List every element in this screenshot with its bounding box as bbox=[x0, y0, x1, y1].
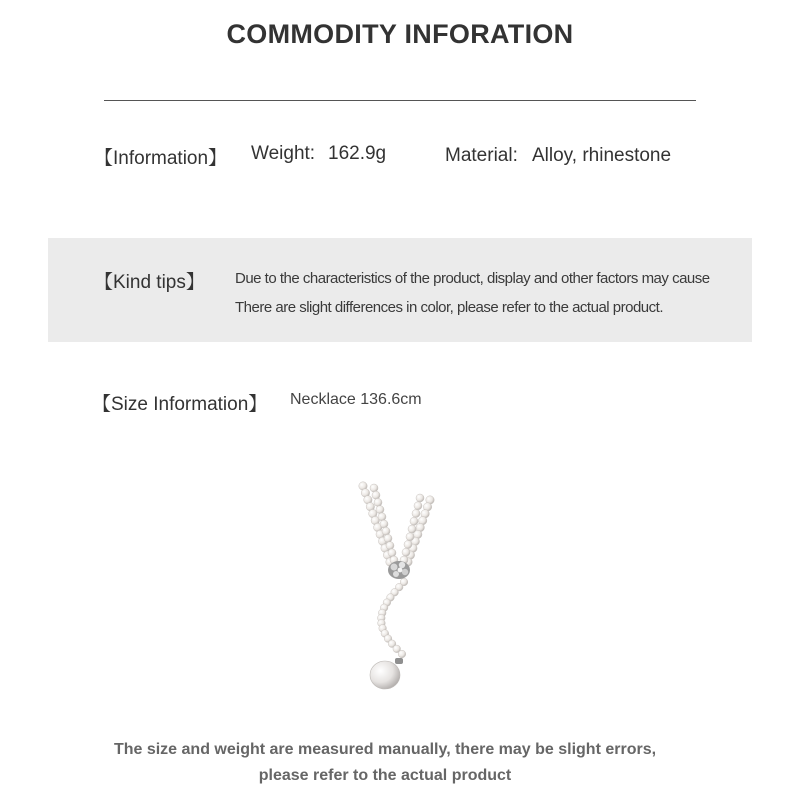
pearl-bead bbox=[388, 549, 396, 557]
pearl-bead bbox=[416, 494, 424, 502]
pearl-bead bbox=[410, 517, 418, 525]
kind-tips-label: 【Kind tips】 bbox=[94, 272, 205, 293]
pearl-bead bbox=[408, 525, 416, 533]
weight-value: 162.9g bbox=[328, 143, 387, 164]
pearl-bead bbox=[402, 548, 410, 556]
pearl-bead bbox=[372, 491, 380, 499]
pearl-bead bbox=[406, 533, 414, 541]
pearl-bead bbox=[380, 520, 388, 528]
page-title: COMMODITY INFORATION bbox=[226, 19, 574, 49]
kind-tips-line-2: There are slight differences in color, please refer to the actual product. bbox=[235, 299, 663, 316]
pearl-necklace-image bbox=[330, 470, 470, 700]
footer-note-line-2: please refer to the actual product bbox=[258, 767, 512, 784]
material-label: Material: bbox=[445, 145, 518, 166]
pearl-bead bbox=[384, 534, 392, 542]
pearl-bead bbox=[376, 506, 384, 514]
pearl-bead bbox=[370, 484, 378, 492]
pearl-bead bbox=[414, 502, 422, 510]
information-label: 【Information】 bbox=[94, 148, 228, 169]
pearl-bead bbox=[404, 541, 412, 549]
weight-label: Weight: bbox=[251, 143, 316, 164]
kind-tips-line-1: Due to the characteristics of the product, display and other factors may cause bbox=[235, 270, 710, 287]
material-value: Alloy, rhinestone bbox=[532, 145, 672, 166]
footer-note-line-1: The size and weight are measured manually, there may be slight errors, bbox=[113, 741, 657, 758]
pearl-bead bbox=[398, 650, 406, 658]
pearl-bead bbox=[386, 542, 394, 550]
pearl-bead bbox=[412, 510, 420, 518]
pearl-bead bbox=[382, 527, 390, 535]
size-information-label: 【Size Information】 bbox=[92, 394, 268, 415]
necklace-illustration bbox=[330, 470, 470, 700]
pearl-bead bbox=[374, 498, 382, 506]
size-information-value: Necklace 136.6cm bbox=[290, 391, 422, 408]
pearl-bead bbox=[378, 513, 386, 521]
rhinestone-clasp bbox=[388, 561, 410, 579]
drop-pearl-pendant bbox=[370, 658, 403, 689]
title-divider bbox=[104, 100, 696, 101]
